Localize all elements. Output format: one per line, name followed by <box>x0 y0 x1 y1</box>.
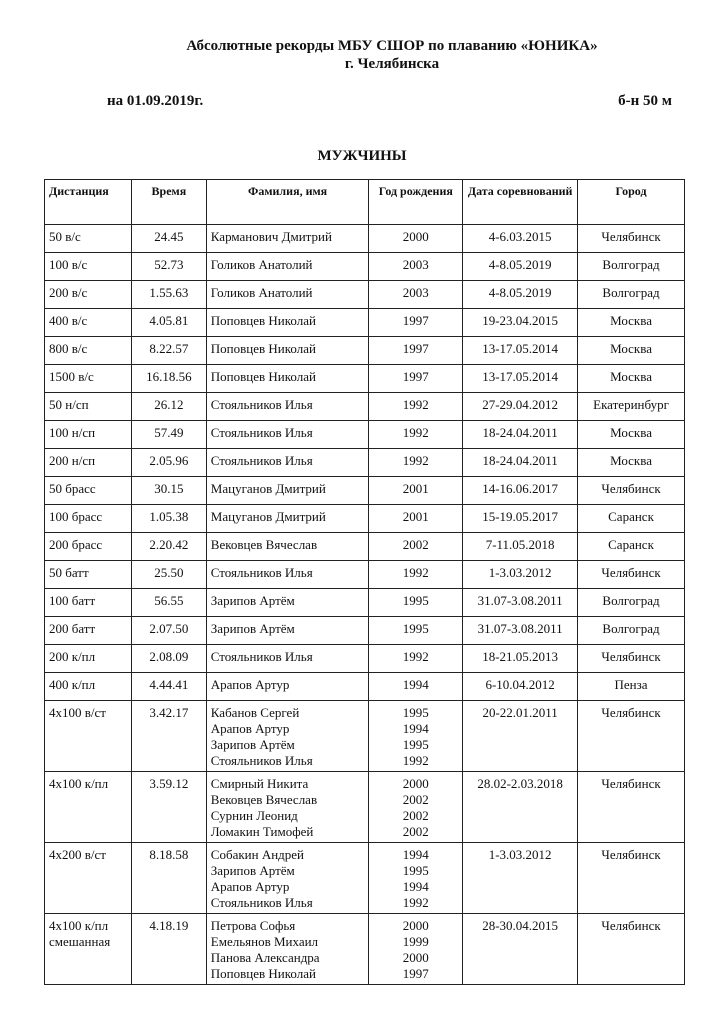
cell-time: 2.05.96 <box>131 449 206 477</box>
cell-line: 1992 <box>402 397 429 412</box>
cell-names <box>206 701 369 772</box>
cell-competition-date: 1-3.03.2012 <box>463 843 578 914</box>
cell-line: Кабанов Сергей <box>210 705 300 720</box>
cell-line: 50 батт <box>49 565 89 580</box>
cell-city: Москва <box>578 421 685 449</box>
cell-city: Челябинск <box>578 225 685 253</box>
cell-birth-years <box>369 253 463 281</box>
cell-city: Челябинск <box>578 561 685 589</box>
cell-line: 2003 <box>402 285 429 300</box>
cell-line: Панова Александра <box>210 950 320 965</box>
cell-time: 57.49 <box>131 421 206 449</box>
column-header-birth-year: Год рождения <box>369 180 463 225</box>
cell-line: Голиков Анатолий <box>210 257 313 272</box>
cell-names <box>206 253 369 281</box>
cell-line: Ломакин Тимофей <box>210 824 314 839</box>
cell-line: 200 к/пл <box>49 649 96 664</box>
cell-time: 56.55 <box>131 589 206 617</box>
cell-time: 16.18.56 <box>131 365 206 393</box>
cell-line: 800 в/с <box>49 341 88 356</box>
cell-line: 2000 <box>402 229 429 244</box>
cell-city: Саранск <box>578 505 685 533</box>
cell-names <box>206 673 369 701</box>
cell-birth-years <box>369 421 463 449</box>
cell-time: 4.05.81 <box>131 309 206 337</box>
cell-line: 1997 <box>402 369 429 384</box>
cell-time: 30.15 <box>131 477 206 505</box>
cell-city: Волгоград <box>578 253 685 281</box>
cell-city: Челябинск <box>578 701 685 772</box>
cell-time: 3.59.12 <box>131 772 206 843</box>
cell-line: 200 в/с <box>49 285 88 300</box>
cell-line: 1999 <box>402 934 429 949</box>
cell-line: Вековцев Вячеслав <box>210 792 318 807</box>
cell-names <box>206 365 369 393</box>
cell-distance <box>45 617 132 645</box>
table-row <box>45 449 685 477</box>
cell-line: 2001 <box>402 509 429 524</box>
cell-line: Зарипов Артём <box>210 863 295 878</box>
cell-line: 2002 <box>402 824 429 839</box>
cell-line: 200 брасс <box>49 537 103 552</box>
cell-time: 25.50 <box>131 561 206 589</box>
cell-line: Стояльников Илья <box>210 453 313 468</box>
column-header-city: Город <box>578 180 685 225</box>
cell-distance <box>45 561 132 589</box>
cell-line: Сурнин Леонид <box>210 808 298 823</box>
cell-line: 1997 <box>402 341 429 356</box>
cell-time: 2.07.50 <box>131 617 206 645</box>
cell-birth-years <box>369 701 463 772</box>
cell-birth-years <box>369 477 463 505</box>
cell-competition-date: 31.07-3.08.2011 <box>463 617 578 645</box>
cell-competition-date: 20-22.01.2011 <box>463 701 578 772</box>
cell-line: 2000 <box>402 918 429 933</box>
cell-line: Арапов Артур <box>210 879 290 894</box>
cell-line: 50 в/с <box>49 229 81 244</box>
cell-line: Мацуганов Дмитрий <box>210 481 326 496</box>
column-header-time: Время <box>131 180 206 225</box>
table-row <box>45 365 685 393</box>
table-row <box>45 645 685 673</box>
cell-line: 1995 <box>402 863 429 878</box>
cell-names <box>206 477 369 505</box>
cell-line: смешанная <box>49 934 111 949</box>
cell-birth-years <box>369 309 463 337</box>
cell-distance <box>45 225 132 253</box>
column-header-name: Фамилия, имя <box>206 180 369 225</box>
records-table <box>44 179 685 985</box>
cell-line: 200 батт <box>49 621 96 636</box>
cell-distance <box>45 281 132 309</box>
cell-birth-years <box>369 365 463 393</box>
cell-time: 4.44.41 <box>131 673 206 701</box>
cell-city: Екатеринбург <box>578 393 685 421</box>
table-row <box>45 533 685 561</box>
cell-line: Петрова Софья <box>210 918 296 933</box>
pool-length: б-н 50 м <box>618 93 672 109</box>
cell-line: 1995 <box>402 593 429 608</box>
cell-birth-years <box>369 533 463 561</box>
cell-names <box>206 505 369 533</box>
cell-names <box>206 533 369 561</box>
cell-city: Волгоград <box>578 589 685 617</box>
cell-city: Саранск <box>578 533 685 561</box>
table-row <box>45 477 685 505</box>
cell-distance <box>45 701 132 772</box>
cell-competition-date: 28.02-2.03.2018 <box>463 772 578 843</box>
cell-competition-date: 18-24.04.2011 <box>463 421 578 449</box>
cell-line: 2000 <box>402 950 429 965</box>
cell-line: 2003 <box>402 257 429 272</box>
table-row <box>45 617 685 645</box>
cell-line: 1992 <box>402 753 429 768</box>
cell-names <box>206 393 369 421</box>
table-row <box>45 561 685 589</box>
cell-line: 1500 в/с <box>49 369 94 384</box>
cell-line: 2002 <box>402 537 429 552</box>
cell-line: 1992 <box>402 565 429 580</box>
table-row <box>45 281 685 309</box>
cell-birth-years <box>369 589 463 617</box>
cell-birth-years <box>369 561 463 589</box>
table-row <box>45 843 685 914</box>
cell-birth-years <box>369 843 463 914</box>
cell-time: 2.20.42 <box>131 533 206 561</box>
table-row <box>45 225 685 253</box>
cell-line: 1994 <box>402 847 429 862</box>
cell-line: Арапов Артур <box>210 677 290 692</box>
cell-time: 8.22.57 <box>131 337 206 365</box>
cell-line: 4х200 в/ст <box>49 847 106 862</box>
table-row <box>45 337 685 365</box>
cell-distance <box>45 843 132 914</box>
cell-line: Голиков Анатолий <box>210 285 313 300</box>
cell-line: 1994 <box>402 677 429 692</box>
cell-line: 4х100 к/пл <box>49 918 109 933</box>
cell-line: 1997 <box>402 966 429 981</box>
cell-competition-date: 6-10.04.2012 <box>463 673 578 701</box>
cell-distance <box>45 914 132 985</box>
cell-distance <box>45 449 132 477</box>
cell-birth-years <box>369 449 463 477</box>
cell-line: 4х100 к/пл <box>49 776 109 791</box>
cell-names <box>206 772 369 843</box>
document-title: Абсолютные рекорды МБУ СШОР по плаванию «ЮНИКА» <box>186 38 598 54</box>
cell-line: 1992 <box>402 649 429 664</box>
cell-names <box>206 914 369 985</box>
cell-line: Смирный Никита <box>210 776 309 791</box>
cell-birth-years <box>369 225 463 253</box>
cell-competition-date: 13-17.05.2014 <box>463 365 578 393</box>
cell-line: 100 брасс <box>49 509 103 524</box>
cell-birth-years <box>369 914 463 985</box>
cell-distance <box>45 365 132 393</box>
cell-line: Стояльников Илья <box>210 425 313 440</box>
table-row <box>45 393 685 421</box>
table-row <box>45 673 685 701</box>
cell-city: Волгоград <box>578 281 685 309</box>
document-subtitle: г. Челябинска <box>344 56 440 72</box>
cell-line: 200 н/сп <box>49 453 96 468</box>
cell-time: 26.12 <box>131 393 206 421</box>
cell-distance <box>45 337 132 365</box>
cell-names <box>206 225 369 253</box>
cell-line: 400 в/с <box>49 313 88 328</box>
cell-line: Карманович Дмитрий <box>210 229 332 244</box>
cell-birth-years <box>369 281 463 309</box>
cell-distance <box>45 477 132 505</box>
cell-line: 1995 <box>402 737 429 752</box>
cell-birth-years <box>369 337 463 365</box>
cell-competition-date: 1-3.03.2012 <box>463 561 578 589</box>
cell-time: 1.55.63 <box>131 281 206 309</box>
cell-competition-date: 27-29.04.2012 <box>463 393 578 421</box>
cell-names <box>206 449 369 477</box>
cell-line: 1992 <box>402 895 429 910</box>
cell-time: 3.42.17 <box>131 701 206 772</box>
table-row <box>45 914 685 985</box>
cell-line: Стояльников Илья <box>210 753 313 768</box>
cell-line: 2002 <box>402 792 429 807</box>
cell-competition-date: 31.07-3.08.2011 <box>463 589 578 617</box>
table-row <box>45 421 685 449</box>
cell-line: 100 батт <box>49 593 96 608</box>
cell-birth-years <box>369 772 463 843</box>
cell-line: Емельянов Михаил <box>210 934 319 949</box>
cell-line: Поповцев Николай <box>210 313 316 328</box>
cell-line: Стояльников Илья <box>210 649 313 664</box>
column-header-competition-date: Дата соревнований <box>463 180 578 225</box>
cell-birth-years <box>369 673 463 701</box>
cell-names <box>206 561 369 589</box>
cell-competition-date: 19-23.04.2015 <box>463 309 578 337</box>
cell-line: Стояльников Илья <box>210 397 313 412</box>
cell-names <box>206 337 369 365</box>
cell-competition-date: 4-6.03.2015 <box>463 225 578 253</box>
cell-line: Зарипов Артём <box>210 593 295 608</box>
cell-line: 100 в/с <box>49 257 88 272</box>
table-row <box>45 253 685 281</box>
cell-competition-date: 4-8.05.2019 <box>463 253 578 281</box>
cell-competition-date: 18-24.04.2011 <box>463 449 578 477</box>
cell-line: 400 к/пл <box>49 677 96 692</box>
cell-city: Волгоград <box>578 617 685 645</box>
cell-competition-date: 28-30.04.2015 <box>463 914 578 985</box>
cell-time: 8.18.58 <box>131 843 206 914</box>
cell-birth-years <box>369 645 463 673</box>
cell-line: Зарипов Артём <box>210 737 295 752</box>
cell-distance <box>45 533 132 561</box>
cell-time: 24.45 <box>131 225 206 253</box>
cell-city: Челябинск <box>578 477 685 505</box>
cell-city: Пенза <box>578 673 685 701</box>
table-row <box>45 505 685 533</box>
cell-city: Челябинск <box>578 645 685 673</box>
cell-city: Челябинск <box>578 772 685 843</box>
cell-birth-years <box>369 505 463 533</box>
cell-city: Москва <box>578 449 685 477</box>
cell-line: 50 н/сп <box>49 397 89 412</box>
cell-line: 1995 <box>402 705 429 720</box>
cell-time: 2.08.09 <box>131 645 206 673</box>
cell-line: Арапов Артур <box>210 721 290 736</box>
cell-line: 4х100 в/ст <box>49 705 106 720</box>
cell-distance <box>45 645 132 673</box>
cell-competition-date: 7-11.05.2018 <box>463 533 578 561</box>
cell-distance <box>45 253 132 281</box>
cell-competition-date: 18-21.05.2013 <box>463 645 578 673</box>
table-header-row <box>45 180 685 225</box>
column-header-distance: Дистанция <box>45 180 132 225</box>
cell-line: 2002 <box>402 808 429 823</box>
section-title: МУЖЧИНЫ <box>317 148 407 164</box>
cell-time: 4.18.19 <box>131 914 206 985</box>
cell-line: Мацуганов Дмитрий <box>210 509 326 524</box>
cell-distance <box>45 673 132 701</box>
cell-distance <box>45 589 132 617</box>
table-row <box>45 309 685 337</box>
cell-competition-date: 13-17.05.2014 <box>463 337 578 365</box>
cell-city: Челябинск <box>578 843 685 914</box>
cell-distance <box>45 505 132 533</box>
cell-line: Поповцев Николай <box>210 341 316 356</box>
cell-time: 52.73 <box>131 253 206 281</box>
cell-line: Собакин Андрей <box>210 847 305 862</box>
cell-names <box>206 309 369 337</box>
cell-line: Поповцев Николай <box>210 369 316 384</box>
cell-line: Поповцев Николай <box>210 966 316 981</box>
cell-line: 2001 <box>402 481 429 496</box>
cell-names <box>206 421 369 449</box>
cell-distance <box>45 309 132 337</box>
cell-line: Зарипов Артём <box>210 621 295 636</box>
cell-line: Вековцев Вячеслав <box>210 537 318 552</box>
cell-line: 1994 <box>402 721 429 736</box>
cell-line: 1992 <box>402 425 429 440</box>
cell-line: 2000 <box>402 776 429 791</box>
cell-line: 100 н/сп <box>49 425 96 440</box>
cell-line: 1994 <box>402 879 429 894</box>
cell-line: 1995 <box>402 621 429 636</box>
cell-competition-date: 15-19.05.2017 <box>463 505 578 533</box>
cell-names <box>206 589 369 617</box>
cell-distance <box>45 421 132 449</box>
cell-competition-date: 14-16.06.2017 <box>463 477 578 505</box>
cell-line: 1992 <box>402 453 429 468</box>
cell-city: Москва <box>578 337 685 365</box>
cell-birth-years <box>369 617 463 645</box>
cell-distance <box>45 393 132 421</box>
as-of-date: на 01.09.2019г. <box>107 93 204 109</box>
cell-line: 1997 <box>402 313 429 328</box>
cell-names <box>206 281 369 309</box>
cell-competition-date: 4-8.05.2019 <box>463 281 578 309</box>
cell-names <box>206 843 369 914</box>
cell-city: Москва <box>578 365 685 393</box>
cell-line: Стояльников Илья <box>210 565 313 580</box>
table-row <box>45 701 685 772</box>
cell-city: Москва <box>578 309 685 337</box>
cell-distance <box>45 772 132 843</box>
cell-time: 1.05.38 <box>131 505 206 533</box>
cell-line: 50 брасс <box>49 481 96 496</box>
cell-birth-years <box>369 393 463 421</box>
table-row <box>45 772 685 843</box>
table-row <box>45 589 685 617</box>
cell-names <box>206 645 369 673</box>
cell-city: Челябинск <box>578 914 685 985</box>
cell-names <box>206 617 369 645</box>
cell-line: Стояльников Илья <box>210 895 313 910</box>
